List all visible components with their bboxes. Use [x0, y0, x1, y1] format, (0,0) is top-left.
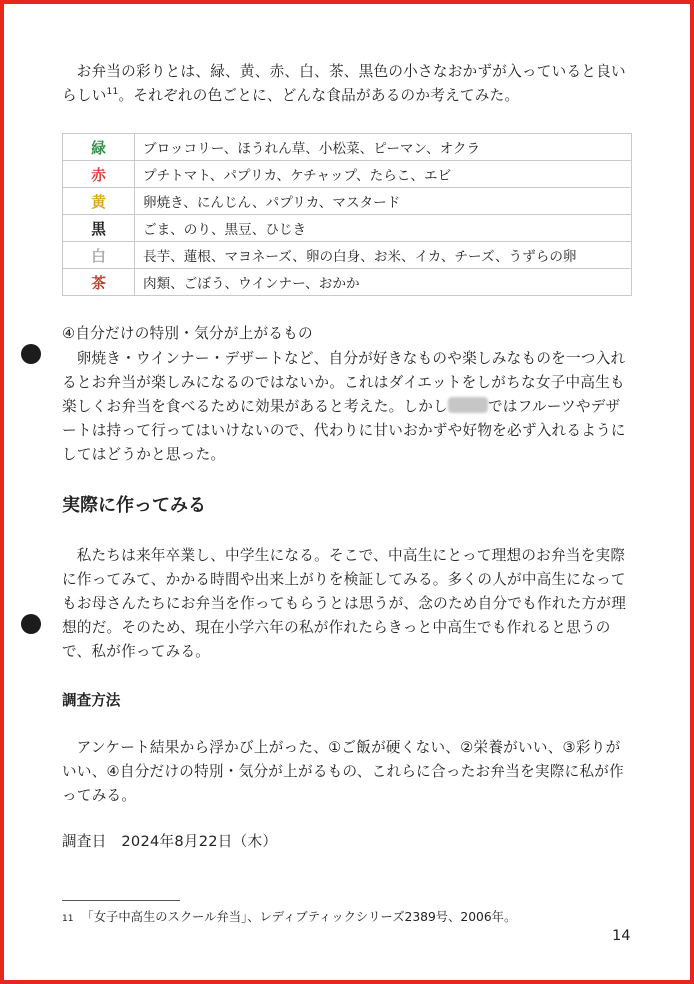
- section-body: 私たちは来年卒業し、中学生になる。そこで、中高生にとって理想のお弁当を実際に作ってみて、かかる時間や出来上がりを検証してみる。多くの人が中高生になってもお母さんたちにお弁当を作ってもらうとは思うが、念のため自分でも作れた方が理想的だ。そのため、現在小学六年の私が作れたらきっと中高生でも作れると思うので、私が作ってみる。: [62, 547, 627, 660]
- intro-text-end: 。それぞれの色ごとに、どんな食品があるのか考えてみた。: [118, 87, 520, 104]
- table-row: [63, 269, 632, 296]
- color-label-black: 黒: [63, 215, 135, 242]
- point4-text: 卵焼き・ウインナー・デザートなど、自分が好きなものや楽しみなものを一つ入れるとお弁当が楽しみになるのではないか。これはダイエットをしがちな女子中高生も楽しくお弁当を食べるために効果があると考えた。しかし: [62, 350, 626, 415]
- color-label-yellow: 黄: [63, 188, 135, 215]
- footnote-number: 11: [62, 914, 74, 924]
- table-row: [63, 188, 632, 215]
- food-list: ごま、のり、黒豆、ひじき: [135, 215, 632, 242]
- table-row: [63, 215, 632, 242]
- table-row: [63, 134, 632, 161]
- page-number: 14: [612, 927, 631, 944]
- color-label-white: 白: [63, 242, 135, 269]
- intro-paragraph: [62, 60, 634, 108]
- food-list: 卵焼き、にんじん、パプリカ、マスタード: [135, 188, 632, 215]
- footnote-text: 「女子中高生のスクール弁当」、レディブティックシリーズ2389号、2006年。: [81, 910, 517, 924]
- color-label-green: 緑: [63, 134, 135, 161]
- food-list: 長芋、蓮根、マヨネーズ、卵の白身、お米、イカ、チーズ、うずらの卵: [135, 242, 632, 269]
- color-food-table: [62, 133, 632, 296]
- section-heading: 実際に作ってみる: [62, 495, 206, 516]
- point4-title: ④自分だけの特別・気分が上がるもの: [62, 325, 313, 342]
- method-heading: 調査方法: [62, 692, 121, 709]
- food-list: ブロッコリー、ほうれん草、小松菜、ピーマン、オクラ: [135, 134, 632, 161]
- table-row: [63, 242, 632, 269]
- footnote: [62, 908, 516, 928]
- footnote-ref[interactable]: 11: [106, 87, 119, 98]
- binder-hole-upper: [21, 344, 41, 364]
- survey-date: 調査日 2024年8月22日（木）: [62, 833, 278, 850]
- food-list: 肉類、ごぼう、ウインナー、おかか: [135, 269, 632, 296]
- binder-hole-lower: [21, 614, 41, 634]
- redacted-name: [448, 397, 488, 413]
- point4-body: [62, 347, 634, 467]
- color-label-red: 赤: [63, 161, 135, 188]
- intro-text: お弁当の彩りとは、緑、黄、赤、白、茶、黒色の小さなおかずが入っていると良いらしい: [62, 63, 626, 104]
- point4-text-end: ではフルーツやデザートは持って行ってはいけないので、代わりに甘いおかずや好物を必ず入れるようにしてはどうかと思った。: [62, 398, 626, 463]
- table-row: [63, 161, 632, 188]
- method-body: アンケート結果から浮かび上がった、①ご飯が硬くない、②栄養がいい、③彩りがいい、④自分だけの特別・気分が上がるもの、これらに合ったお弁当を実際に私が作ってみる。: [62, 739, 624, 804]
- food-list: プチトマト、パプリカ、ケチャップ、たらこ、エビ: [135, 161, 632, 188]
- footnote-divider: [62, 900, 180, 901]
- color-label-brown: 茶: [63, 269, 135, 296]
